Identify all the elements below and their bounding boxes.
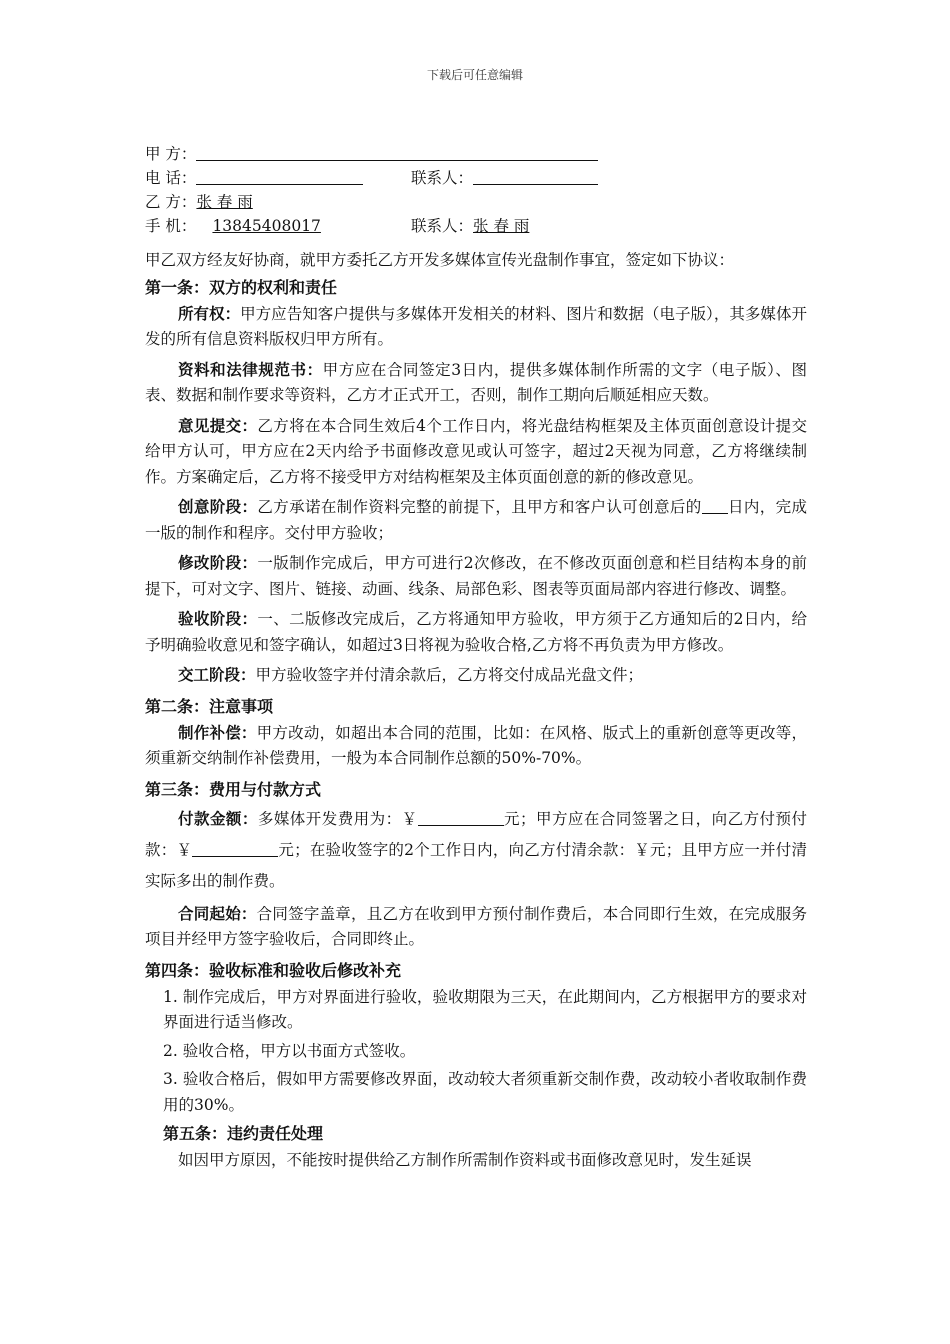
mobile-value: 13845408017 xyxy=(212,217,321,235)
party-a-row xyxy=(145,142,807,166)
accept-text: 一、二版修改完成后，乙方将通知甲方验收，甲方须于乙方通知后的2日内，给予明确验收意见和签字确认，如超过3日将视为验收合格,乙方将不再负责为甲方修改。 xyxy=(145,610,807,654)
deliver-label: 交工阶段： xyxy=(178,666,256,684)
intro-paragraph: 甲乙双方经友好协商，就甲方委托乙方开发多媒体宣传光盘制作事宜，签定如下协议： xyxy=(145,251,735,269)
deliver-text: 甲方验收签字并付清余款后，乙方将交付成品光盘文件； xyxy=(255,666,644,684)
party-b-row xyxy=(145,190,807,214)
compensation-label: 制作补偿： xyxy=(178,723,257,742)
contract-start-clause xyxy=(145,902,807,953)
compensation-clause xyxy=(145,721,807,772)
breach-clause: 如因甲方原因，不能按时提供给乙方制作所需制作资料或书面修改意见时，发生延误 xyxy=(178,1151,752,1169)
payment-text-2: 元；甲方应在合同签署之日，向乙方付预付款：￥ xyxy=(145,809,807,859)
article-1-title: 第一条：双方的权利和责任 xyxy=(145,277,338,297)
contact-a-blank[interactable] xyxy=(473,167,598,185)
revise-clause xyxy=(145,551,807,602)
revise-label: 修改阶段： xyxy=(178,554,258,572)
party-a-blank[interactable] xyxy=(196,143,598,161)
mobile-row xyxy=(145,214,807,238)
feedback-label: 意见提交： xyxy=(178,416,258,435)
contract-start-text: 合同签字盖章，且乙方在收到甲方预付制作费后，本合同即行生效，在完成服务项目并经甲方签字验收后，合同即终止。 xyxy=(145,904,807,948)
materials-clause xyxy=(145,358,807,409)
creative-clause xyxy=(145,495,807,546)
contract-document xyxy=(145,142,807,1179)
materials-label: 资料和法律规范书： xyxy=(178,360,323,379)
materials-text: 甲方应在合同签定3日内，提供多媒体制作所需的文字（电子版）、图表、数据和制作要求等资料，乙方才正式开工，否则，制作工期向后顺延相应天数。 xyxy=(145,360,807,404)
payment-clause xyxy=(145,804,807,897)
article-5-title: 第五条：违约责任处理 xyxy=(163,1124,324,1143)
feedback-text: 乙方将在本合同生效后4个工作日内，将光盘结构框架及主体页面创意设计提交给甲方认可，甲方应在2天内给予书面修改意见或认可签字，超过2天视为同意，乙方将继续制作。方案确定后，乙方将不接受甲方对结构框架及主体页面创意的新的修改意见。 xyxy=(145,416,807,486)
feedback-clause xyxy=(145,414,807,491)
page-header-note: 下载后可任意编辑 xyxy=(426,68,523,82)
article-2-title: 第二条：注意事项 xyxy=(145,696,274,716)
article-4-title: 第四条：验收标准和验收后修改补充 xyxy=(145,960,402,980)
contract-start-label: 合同起始： xyxy=(178,904,257,923)
contact-a-label: 联系人： xyxy=(411,169,474,187)
list-item: 2. 验收合格，甲方以书面方式签收。 xyxy=(163,1041,416,1060)
creative-days-blank[interactable] xyxy=(702,496,728,514)
phone-label: 电 话： xyxy=(145,169,197,187)
party-b-label: 乙 方： xyxy=(145,193,197,211)
payment-text-3: 元；在验收签字的2个工作日内，向乙方付清余款：￥ xyxy=(278,840,651,859)
revise-text: 一版制作完成后，甲方可进行2次修改，在不修改页面创意和栏目结构本身的前提下，可对文字、图片、链接、动画、线条、局部色彩、图表等页面局部内容进行修改、调整。 xyxy=(145,554,807,598)
article-3-title: 第三条：费用与付款方式 xyxy=(145,779,322,799)
creative-text-before: 乙方承诺在制作资料完整的前提下，且甲方和客户认可创意后的 xyxy=(257,498,702,516)
mobile-label: 手 机： xyxy=(145,217,197,235)
compensation-text: 甲方改动，如超出本合同的范围，比如：在风格、版式上的重新创意等更改等，须重新交纳制作补偿费用，一般为本合同制作总额的50%-70%。 xyxy=(145,723,807,767)
payment-label: 付款金额： xyxy=(178,809,258,828)
ownership-clause xyxy=(145,302,807,353)
party-a-label: 甲 方： xyxy=(145,145,197,163)
ownership-text: 甲方应告知客户提供与多媒体开发相关的材料、图片和数据（电子版），其多媒体开发的所有信息资料版权归甲方所有。 xyxy=(145,304,807,348)
payment-text-1: 多媒体开发费用为：￥ xyxy=(257,809,418,828)
prepay-blank[interactable] xyxy=(192,839,278,857)
list-item: 1. 制作完成后，甲方对界面进行验收，验收期限为三天，在此期间内，乙方根据甲方的要求对界面进行适当修改。 xyxy=(163,987,807,1031)
contact-b-value: 张 春 雨 xyxy=(473,217,530,235)
party-b-name: 张 春 雨 xyxy=(196,193,253,211)
deliver-clause xyxy=(145,663,807,689)
phone-blank[interactable] xyxy=(196,167,363,185)
contact-b-label: 联系人： xyxy=(411,217,474,235)
creative-label: 创意阶段： xyxy=(178,498,258,516)
ownership-label: 所有权： xyxy=(178,304,241,323)
payment-text-4: 元；且甲方应一并付清实际多出的制作费。 xyxy=(145,840,807,890)
party-info-block xyxy=(145,142,807,238)
list-item: 3. 验收合格后，假如甲方需要修改界面，改动较大者须重新交制作费，改动较小者收取制作费用的30%。 xyxy=(163,1070,807,1114)
accept-clause xyxy=(145,607,807,658)
accept-label: 验收阶段： xyxy=(178,610,258,628)
phone-row xyxy=(145,166,807,190)
creative-text-after: 日内，完成一版的制作和程序。交付甲方验收； xyxy=(145,498,807,542)
total-fee-blank[interactable] xyxy=(418,808,504,826)
